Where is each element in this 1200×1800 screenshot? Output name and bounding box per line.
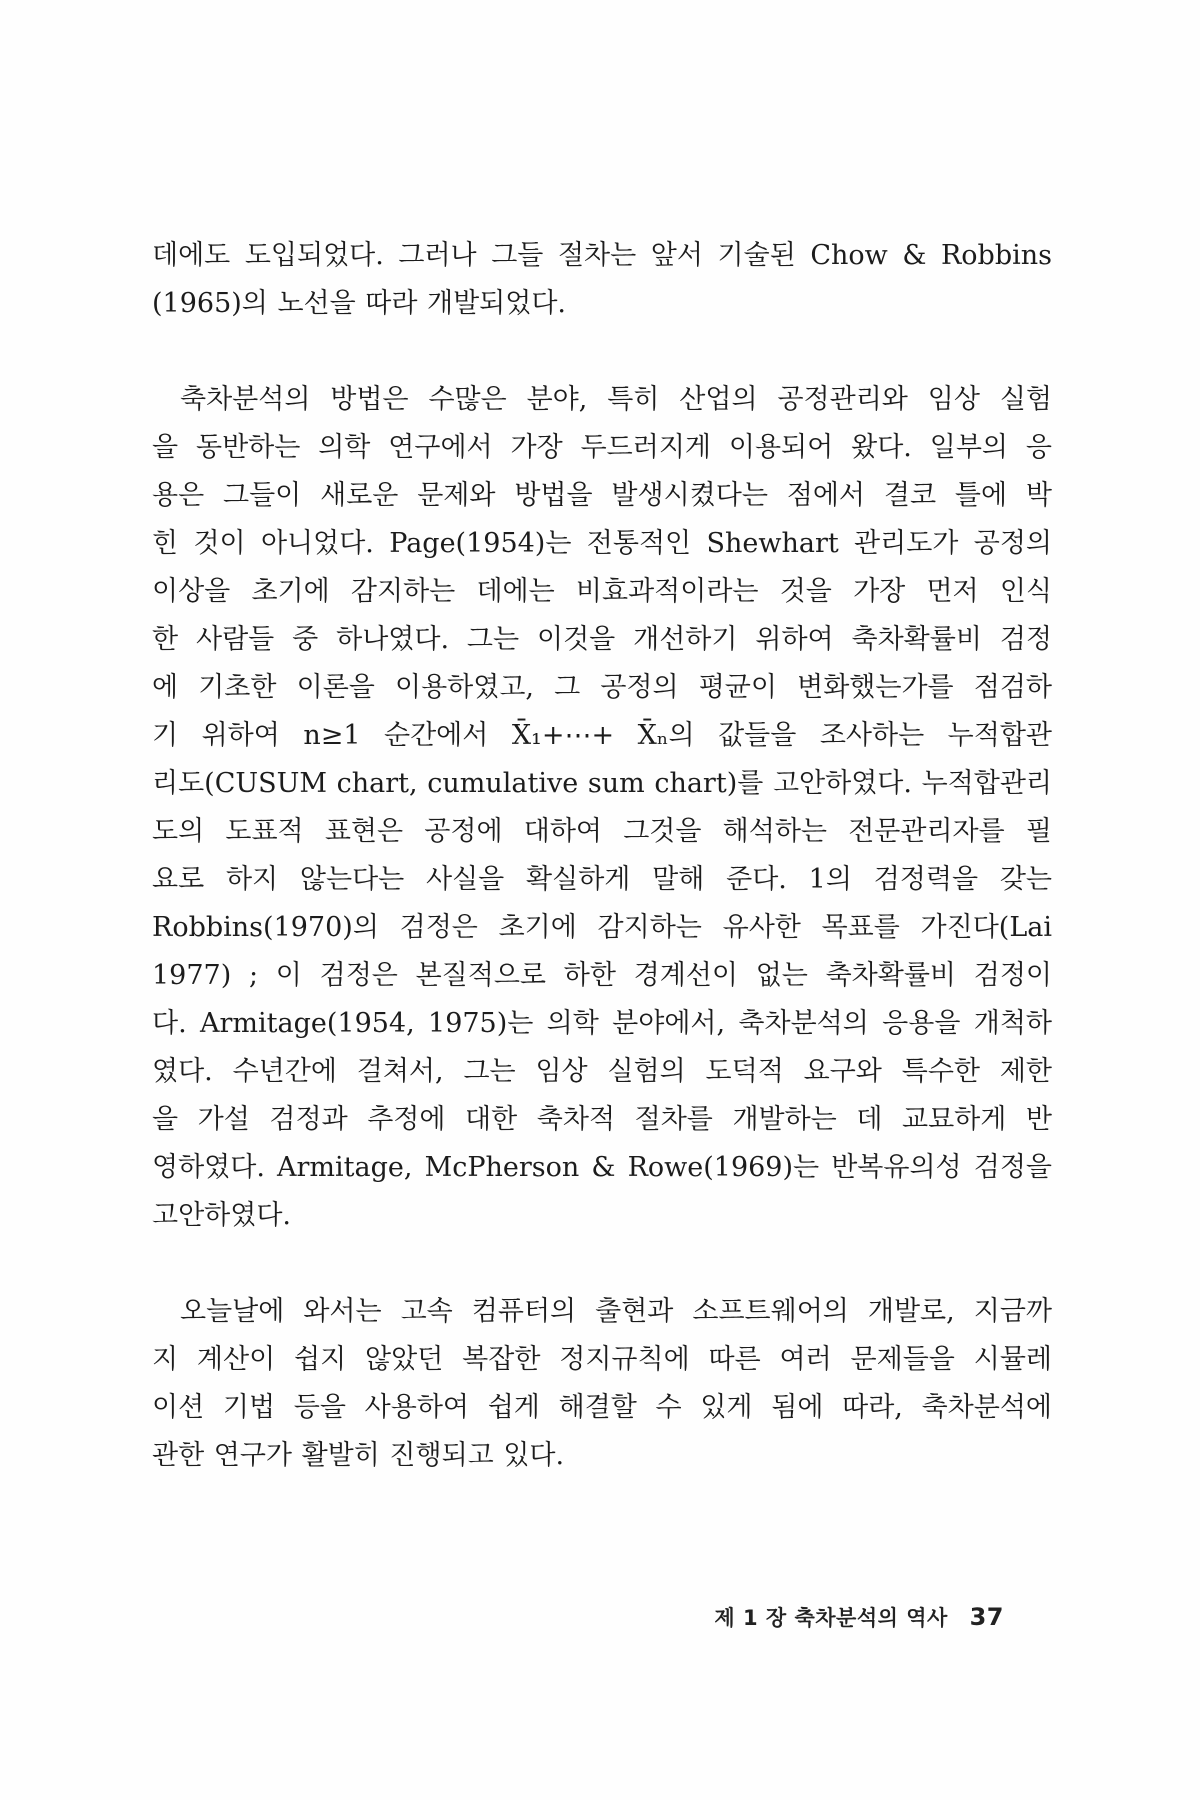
text-line: 데에도 도입되었다. 그러나 그들 절차는 앞서 기술된 Chow & Robbins	[152, 240, 1052, 271]
page-footer	[714, 1602, 1004, 1632]
text-line: 이상을 초기에 감지하는 데에는 비효과적이라는 것을 가장 먼저 인식	[152, 576, 1052, 607]
text-line: 지 계산이 쉽지 않았던 복잡한 정지규칙에 따른 여러 문제들을 시뮬레	[152, 1344, 1052, 1375]
text-line: 축차분석의 방법은 수많은 분야, 특히 산업의 공정관리와 임상 실험	[180, 384, 1052, 415]
text-line: 을 동반하는 의학 연구에서 가장 두드러지게 이용되어 왔다. 일부의 응	[152, 432, 1052, 463]
text-line: 한 사람들 중 하나였다. 그는 이것을 개선하기 위하여 축차확률비 검정	[152, 624, 1052, 655]
text-line: 고안하였다.	[152, 1200, 291, 1231]
body-text	[152, 232, 1052, 1480]
paragraph-3	[152, 1288, 1052, 1480]
text-line: 힌 것이 아니었다. Page(1954)는 전통적인 Shewhart 관리도가 공정의	[152, 528, 1052, 559]
text-line: 에 기초한 이론을 이용하였고, 그 공정의 평균이 변화했는가를 점검하	[152, 672, 1052, 703]
text-line: 도의 도표적 표현은 공정에 대하여 그것을 해석하는 전문관리자를 필	[152, 816, 1052, 847]
text-line: 요로 하지 않는다는 사실을 확실하게 말해 준다. 1의 검정력을 갖는	[152, 864, 1052, 895]
text-line: 기 위하여 n≥1 순간에서 X̄₁+⋯+ X̄ₙ의 값들을 조사하는 누적합관	[152, 720, 1052, 751]
text-line: 1977) ; 이 검정은 본질적으로 하한 경계선이 없는 축차확률비 검정이	[152, 960, 1052, 991]
text-line: Robbins(1970)의 검정은 초기에 감지하는 유사한 목표를 가진다(Lai	[152, 912, 1052, 943]
paragraph-2	[152, 376, 1052, 1240]
text-line: 다. Armitage(1954, 1975)는 의학 분야에서, 축차분석의 응용을 개척하	[152, 1008, 1052, 1039]
text-line: 리도(CUSUM chart, cumulative sum chart)를 고안하였다. 누적합관리	[152, 768, 1052, 799]
text-line: 을 가설 검정과 추정에 대한 축차적 절차를 개발하는 데 교묘하게 반	[152, 1104, 1052, 1135]
text-line: (1965)의 노선을 따라 개발되었다.	[152, 288, 567, 319]
paragraph-1	[152, 232, 1052, 328]
text-line: 이션 기법 등을 사용하여 쉽게 해결할 수 있게 됨에 따라, 축차분석에	[152, 1392, 1052, 1423]
text-line: 관한 연구가 활발히 진행되고 있다.	[152, 1440, 565, 1471]
text-line: 오늘날에 와서는 고속 컴퓨터의 출현과 소프트웨어의 개발로, 지금까	[180, 1296, 1052, 1327]
text-line: 용은 그들이 새로운 문제와 방법을 발생시켰다는 점에서 결코 틀에 박	[152, 480, 1052, 511]
chapter-title: 제 1 장 축차분석의 역사	[714, 1606, 948, 1630]
text-line: 였다. 수년간에 걸쳐서, 그는 임상 실험의 도덕적 요구와 특수한 제한	[152, 1056, 1052, 1087]
text-line: 영하였다. Armitage, McPherson & Rowe(1969)는 반복유의성 검정을	[152, 1152, 1052, 1183]
page-number: 37	[969, 1603, 1004, 1631]
